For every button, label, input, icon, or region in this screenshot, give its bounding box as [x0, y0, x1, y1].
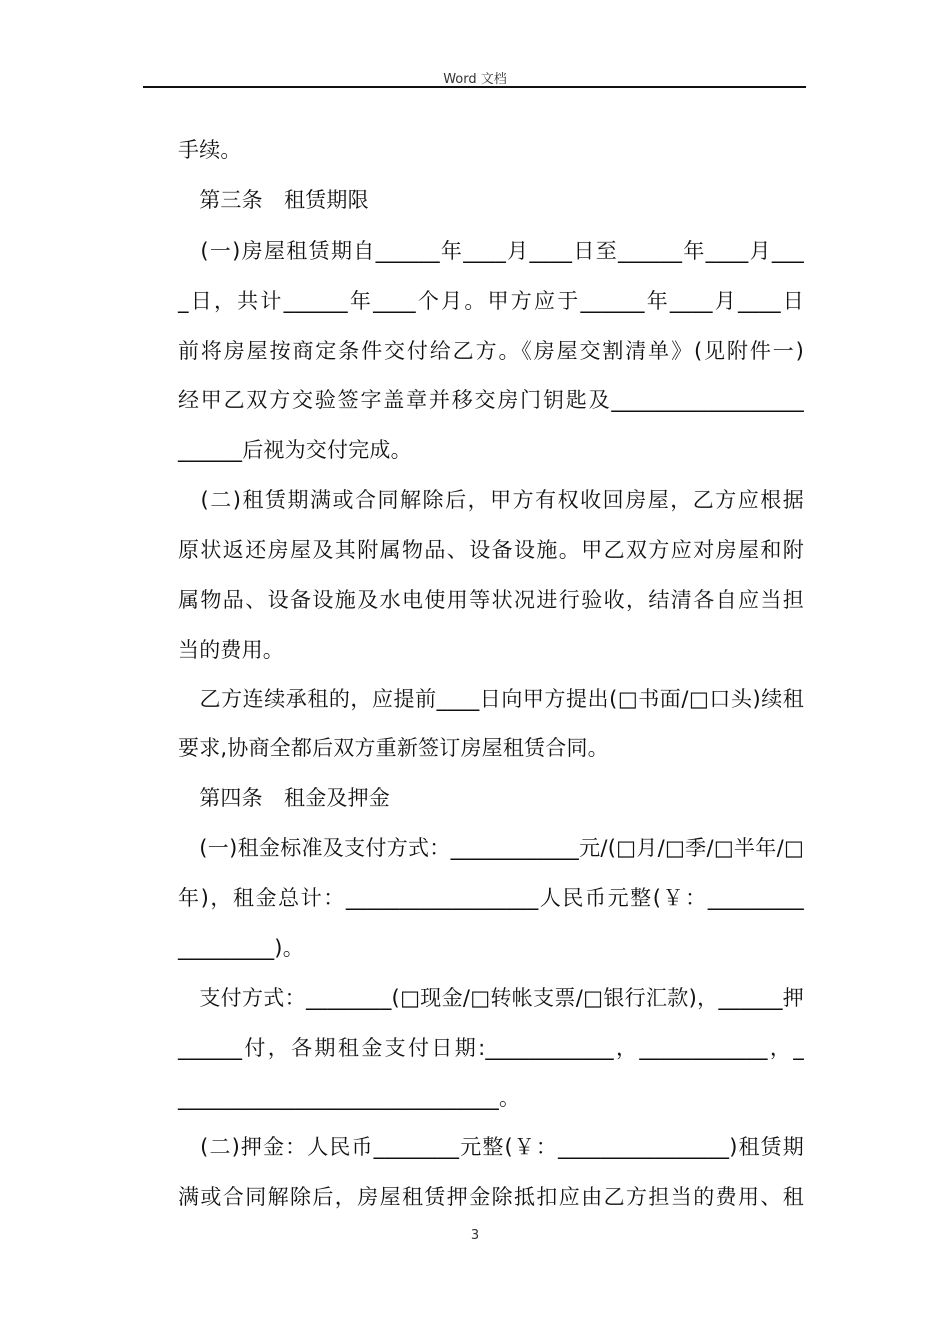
text-line: 要求,协商全都后双方重新签订房屋租赁合同。: [178, 736, 609, 760]
text-line: 手续。: [178, 138, 242, 162]
article-heading: 第四条 租金及押金: [178, 786, 390, 810]
text-line: 原状返还房屋及其附属物品、设备设施。甲乙双方应对房屋和附: [178, 538, 804, 562]
article-heading: 第三条 租赁期限: [178, 188, 369, 212]
text-line: ______后视为交付完成。: [178, 438, 412, 462]
text-line: 属物品、设备设施及水电使用等状况进行验收，结清各自应当担: [178, 588, 804, 612]
text-line: _________)。: [178, 936, 304, 960]
text-line: 当的费用。: [178, 638, 284, 662]
text-line: (一)房屋租赁期自______年____月____日至______年____月___: [178, 239, 804, 263]
text-line: 支付方式：________(□现金/□转帐支票/□银行汇款)，______押: [178, 986, 804, 1010]
text-line: ______付，各期租金支付日期:____________，____________，_: [178, 1036, 804, 1060]
text-line: ______________________________。: [178, 1086, 521, 1110]
header-divider: [143, 86, 806, 88]
page-number: 3: [470, 1228, 480, 1243]
text-line: 满或合同解除后，房屋租赁押金除抵扣应由乙方担当的费用、租: [178, 1185, 804, 1209]
header-title: Word 文档: [443, 72, 507, 87]
text-line: (二)押金：人民币________元整(￥：________________)租赁期: [178, 1135, 804, 1159]
text-line: 前将房屋按商定条件交付给乙方。《房屋交割清单》(见附件一): [178, 339, 804, 363]
text-line: 乙方连续承租的，应提前____日向甲方提出(□书面/□口头)续租: [178, 687, 804, 711]
text-line: 经甲乙双方交验签字盖章并移交房门钥匙及__________________: [178, 388, 804, 412]
text-line: _日，共计______年____个月。甲方应于______年____月____日: [178, 289, 804, 313]
text-line: (二)租赁期满或合同解除后，甲方有权收回房屋，乙方应根据: [178, 488, 804, 512]
text-line: 年)，租金总计：__________________人民币元整(￥：_________: [178, 886, 804, 910]
text-line: (一)租金标准及支付方式：____________元/(□月/□季/□半年/□: [178, 836, 804, 860]
